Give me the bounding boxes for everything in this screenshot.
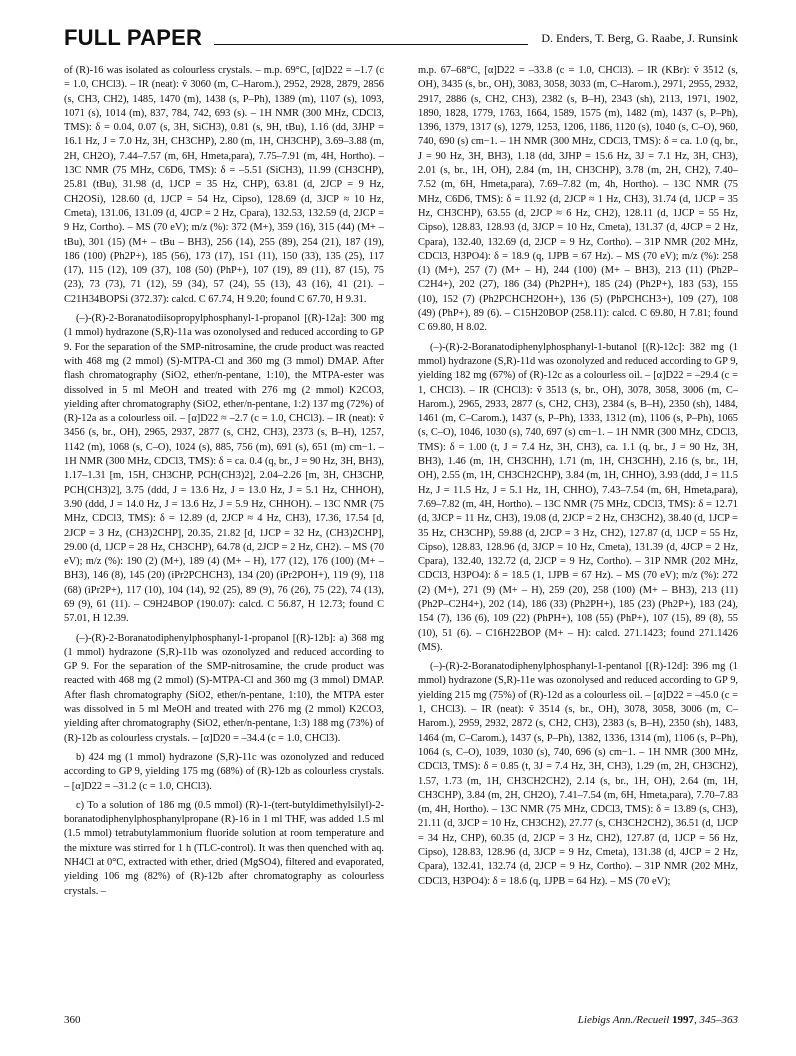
paragraph-12b-b: b) 424 mg (1 mmol) hydrazone (S,R)-11c was ozonolyzed and reduced according to GP 9, yielding 175 mg (68%) of (R)-12b as colourless crystals. – [α]D22 = –31.2 (c = 1.0, CHCl3). bbox=[64, 751, 384, 792]
section-title: FULL PAPER bbox=[64, 25, 203, 50]
paragraph-12d: (–)-(R)-2-Boranatodiphenylphosphanyl-1-pentanol [(R)-12d]: 396 mg (1 mmol) hydrazone (S,R)-11e was ozonolysed and reduced according to GP 9, yielding 215 mg (75%) of (R)-12d as a colourless oil. – [α]D22 = –45.0 (c = 1, CHCl3). – IR (neat): ṽ 3514 (s, br., OH), 3078, 3058, 3006 (m, C–Harom.), 2959, 2932, 2872 (s, CH2, CH3), 2383 (s, B–H), 2350 (sh), 1483, 1464 (m, C–Carom.), 1437 (s, P–Ph), 1382, 1336, 1314 (m), 1106 (s, P–Ph), 1064 (s, C–O), 1039, 1030 (s), 740, 696 (s) cm−1. – 1H NMR (300 MHz, CDCl3, TMS): δ = 0.85 (t, 3J = 7.4 Hz, 3H, CH3), 1.29 (m, 2H, CH3CH2), 1.57, 1.73 (m, 1H, CH3CH2CH2), 2.14 (s, br., 1H, OH), 2.64 (m, 1H, CH3CHP), 3.84 (m, 2H, CH2O), 7.41–7.54 (m, 6H, Hmeta,para), 7.70–7.83 (m, 4H, Hortho). – 13C NMR (75 MHz, CDCl3, TMS): δ = 13.89 (s, CH3), 21.11 (d, 3JCP = 10 Hz, CH3CH2), 27.77 (s, CH3CH2CH2), 36.51 (d, 1JCP = 34 Hz, CHP), 60.35 (d, 2JCP = 3 Hz, CH2), 127.87 (d, 1JCP = 56 Hz, Cipso), 128.83, 128.96 (d, 3JCP = 9 Hz, Cmeta), 131.38 (d, 4JCP = 2 Hz, Cpara), 132.41, 132.74 (d, 2JCP = 9 Hz, Cortho). – 31P NMR (202 MHz, CDCl3, H3PO4): δ = 18.6 (q, 1JPB = 64 Hz). – MS (70 eV); bbox=[418, 661, 738, 887]
paragraph-12b-data: m.p. 67–68°C, [α]D22 = –33.8 (c = 1.0, CHCl3). – IR (KBr): ṽ 3512 (s, OH), 3435 (s, br., OH), 3083, 3058, 3033 (m, C–Harom.), 2971, 2955, 2932, 2917, 2886 (s, CH2, CH3), 2382 (s, B–H), 2343 (sh), 2113, 1971, 1902, 1890, 1828, 1779, 1763, 1664, 1589, 1575 (m), 1482 (m), 1437 (s, P–Ph), 1396, 1379, 1317 (s), 1279, 1253, 1206, 1186, 1120 (s), 1040 (s, C–O), 960, 740, 690 (s) cm−1. – 1H NMR (300 MHz, CDCl3, TMS): δ = ca. 1.0 (q, br., J = 90 Hz, 3H, BH3), 1.18 (dd, 3JHP = 15.6 Hz, 3J = 7.1 Hz, 3H, CH3), 2.01 (s, br., 1H, OH), 2.84 (m, 1H, CH3CHP), 3.78 (m, 2H, CH2), 7.40–7.52 (m, 6H, Hmeta,para), 7.69–7.82 (m, 4h, Hortho). – 13C NMR (75 MHz, C6D6, TMS): δ = 11.92 (d, 2JCP ≈ 1 Hz, CH3), 31.74 (d, 1JCP = 35 Hz, CH3CHP), 63.55 (d, 2JCP ≈ 6 Hz, CH2), 128.11 (d, 1JCP = 55 Hz, Cipso), 128.83, 128.93 (d, 3JCP = 10 Hz, Cmeta), 131.37 (d, 4JCP = 2 Hz, Cpara), 132.40, 132.69 (d, 2JCP = 9 Hz, Cortho). – 31P NMR (202 MHz, CDCl3, H3PO4): δ = 18.9 (q, 1JPB = 67 Hz). – MS (70 eV); m/z (%): 258 (1) (M+), 257 (7) (M+ – H), 244 (100) (M+ – BH3), 213 (11) (Ph2P–C2H4+), 202 (27), 186 (34) (Ph2PH+), 185 (24) (Ph2P+), 183 (53), 155 (10), 152 (7) (Ph2PCHCH2OH+), 136 (5) (PhPCHCH3+), 109 (27), 108 (49) (PhP+), 89 (6). – C15H20BOP (258.11): calcd. C 69.80, H 7.81; found C 69.80, H 8.02. bbox=[418, 65, 738, 334]
journal-year: 1997 bbox=[672, 1014, 694, 1026]
page-number: 360 bbox=[64, 1014, 81, 1026]
paragraph-12b-a: (–)-(R)-2-Boranatodiphenylphosphanyl-1-propanol [(R)-12b]: a) 368 mg (1 mmol) hydrazone (S,R)-11b was ozonolyzed and reduced according to GP 9. For the separation of the SMP-nitrosamine, the crude product was reacted with 468 mg (2 mmol) (S)-MTPA-Cl and 360 mg (3 mmol) DMAP. After flash chromatography (SiO2, ether/n-pentane, 1:10), the MTPA ester was dissolved in 5 ml MeOH and treated with 276 mg (2 mmol) K2CO3, yielding after chromatography (SiO2, ether/n-pentane, 1:3) 188 mg (73%) of (R)-12b as colourless crystals. – [α]D20 = –34.4 (c = 1.0, CHCl3). bbox=[64, 632, 384, 744]
right-column bbox=[418, 64, 738, 894]
journal-name: Liebigs Ann./Recueil bbox=[577, 1014, 670, 1026]
running-authors: D. Enders, T. Berg, G. Raabe, J. Runsink bbox=[541, 31, 738, 45]
left-column bbox=[64, 64, 384, 904]
paragraph-12b-c: c) To a solution of 186 mg (0.5 mmol) (R)-1-(tert-butyldimethylsilyl)-2-boranatodiphenylphosphanylpropane (R)-16 in 1 ml THF, was added 1.5 ml (1.5 mmol) tetrabutylammonium fluoride solution at room temperature and the mixture was stirred for 1 h (TLC-control). It was then quenched with aq. NH4Cl at 0°C, extracted with ether, dried (MgSO4), filtered and evaporated, yielding 106 mg (82%) of (R)-12b after chromatography as colourless crystals. – bbox=[64, 799, 384, 897]
paragraph-12a: (–)-(R)-2-Boranatodiisopropylphosphanyl-1-propanol [(R)-12a]: 300 mg (1 mmol) hydrazone (S,R)-11a was ozonolysed and reduced according to GP 9. For the separation of the SMP-nitrosamine, the crude product was reacted with 468 mg (2 mmol) (S)-MTPA-Cl and 360 mg (3 mmol) DMAP. After flash chromatography (SiO2, ether/n-pentane, 1:10), the MTPA-ester was dissolved in 5 ml MeOH and treated with 276 mg (2 mmol) K2CO3, yielding after chromatography (SiO2, ether/n-pentane, 1:2) 137 mg (72%) of (R)-12a as a colourless oil. – [α]D22 ≈ –2.7 (c = 1.0, CHCl3). – IR (neat): ṽ 3456 (s, br., OH), 2965, 2937, 2877 (s, CH2, CH3), 2373 (s, B–H), 1257, 1142 (m), 1068 (s, C–O), 1024 (s), 885, 756 (m), 691 (s), 651 (m) cm−1. – 1H NMR (300 MHz, CDCl3, TMS): δ = ca. 0.4 (q, br., J = 90 Hz, 3H, BH3), 1.17–1.31 [m, 15H, CH3CHP, PCH(CH3)2], 2.04–2.26 [m, 3H, CH3CHP, PCH(CH3)2], 3.75 (ddd, J = 13.6 Hz, J = 13.0 Hz, J = 5.1 Hz, CHHOH), 3.90 (ddd, J = 14.0 Hz, J = 13.6 Hz, J = 5.9 Hz, CHHOH). – 13C NMR (75 MHz, CDCl3, TMS): δ = 12.89 (d, 2JCP ≈ 4 Hz, CH3), 17.36, 17.54 [d, 2JCP = 3 Hz, (CH3)2CHP], 20.35, 21.82 [d, 1JCP = 32 Hz, (CH3)2CHP], 29.00 (d, 1JCP = 28 Hz, CH3CHP), 64.78 (d, 2JCP = 2 Hz, CH2). – MS (70 eV); m/z (%): 190 (2) (M+), 189 (4) (M+ – H), 177 (12), 176 (100) (M+ – BH3), 146 (8), 145 (20) (iPr2PCHCH3), 134 (20) (iPr2POH+), 119 (9), 118 (68) (iPr2P+), 117 (10), 104 (14), 92 (25), 89 (9), 76 (26), 75 (22), 74 (13), 69 (9), 61 (11). – C9H24BOP (190.07): calcd. C 56.87, H 12.73; found C 57.01, H 12.39. bbox=[64, 313, 384, 625]
header-rule bbox=[214, 44, 528, 45]
paragraph-12c: (–)-(R)-2-Boranatodiphenylphosphanyl-1-butanol [(R)-12c]: 382 mg (1 mmol) hydrazone (S,R)-11d was ozonolyzed and reduced according to GP 9, yielding 182 mg (67%) of (R)-12c as a colourless oil. – [α]D22 = –29.4 (c = 1, CHCl3). – IR (CHCl3): ṽ 3513 (s, br., OH), 3078, 3058, 3006 (m, C–Harom.), 2965, 2933, 2877 (s, CH2, CH3), 2384 (s, B–H), 2350 (sh), 1484, 1461 (m, C–Carom.), 1437 (s, P–Ph), 1333, 1312 (m), 1106 (s, P–Ph), 1065 (s, C–O), 1046, 1030 (s), 740, 697 (s) cm−1. – 1H NMR (300 MHz, CDCl3, TMS): δ = 1.00 (t, J = 7.4 Hz, 3H, CH3), ca. 1.1 (q, br., J = 90 Hz, 3H, BH3), 1.46 (m, 1H, CH3CHH), 1.71 (m, 1H, CH3CHH), 2.16 (s, br., 1H, OH), 2.55 (m, 1H, CH3CH2CHP), 3.84 (m, 1H, CHHO), 3.93 (ddd, J = 11.5 Hz, J = 11.5 Hz, J = 5.1 Hz, 1H, CHHO), 7.43–7.54 (m, 6H, Hmeta,para), 7.69–7.82 (m, 4H, Hortho). – 13C NMR (75 MHz, CDCl3, TMS): δ = 12.71 (d, 3JCP = 11 Hz, CH3), 19.08 (d, 2JCP = 2 Hz, CH3CH2), 38.40 (d, 1JCP = 35 Hz, CH3CHP), 59.88 (d, 2JCP = 3 Hz, CH2), 127.87 (d, 1JCP = 55 Hz, Cipso), 128.83, 128.96 (d, 3JCP = 10 Hz, Cmeta), 131.39 (d, 4JCP = 2 Hz, Cpara), 132.40, 132.72 (d, 2JCP = 9 Hz, Cortho). – 31P NMR (202 MHz, CDCl3, H3PO4): δ = 18.5 (1, 1JPB = 67 Hz). – MS (70 eV); m/z (%): 272 (2) (M+), 271 (9) (M+ – H), 259 (20), 258 (100) (M+ – BH3), 213 (11) (Ph2P–C2H4+), 202 (14), 186 (33) (Ph2PH+), 185 (23) (Ph2P+), 183 (24), 154 (7), 136 (6), 109 (22) (PhPH+), 108 (55) (PhP+), 107 (15), 89 (8), 55 (10), 51 (6). – C16H22BOP (M+ – H): calcd. 271.1423; found 271.1426 (MS). bbox=[418, 341, 738, 653]
page-footer bbox=[64, 1014, 738, 1030]
paragraph-r16-data: of (R)-16 was isolated as colourless crystals. – m.p. 69°C, [α]D22 = –1.7 (c = 1.0, CHCl3). – IR (neat): ṽ 3060 (m, C–Harom.), 2952, 2928, 2879, 2856 (s, CH3, CH2), 1485, 1470 (m), 1438 (s, P–Ph), 1389 (m), 1107 (s), 1093, 1071 (s), 1014 (m), 837, 784, 742, 693 (s). – 1H NMR (300 MHz, CDCl3, TMS): δ = 0.04, 0.07 (s, 3H, SiCH3), 0.81 (s, 9H, tBu), 1.16 (dd, 3JHP = 16.1 Hz, J = 7.0 Hz, 3H, CH3CHP), 2.80 (m, 1H, CH3CHP), 3.69–3.88 (m, 2H, CH2O), 7.44–7.57 (m, 6H, Hmeta,para), 7.75–7.91 (m, 4H, Hortho). – 13C NMR (75 MHz, C6D6, TMS): δ = –5.51 (SiCH3), 11.99 (CH3CHP), 25.81 (tBu), 31.98 (d, 1JCP = 35 Hz, CHP), 63.81 (d, 2JCP = 9 Hz, CH2OSi), 128.60 (d, 1JCP = 54 Hz, Cipso), 128.69 (d, 3JCP ≈ 10 Hz, Cmeta), 131.06, 131.09 (d, 4JCP = 2 Hz, Cpara), 132.53, 132.59 (d, 2JCP = 9 Hz, Cortho). – MS (70 eV); m/z (%): 372 (M+), 359 (16), 315 (44) (M+ – tBu), 301 (15) (M+ – tBu – BH3), 256 (14), 255 (89), 254 (21), 187 (19), 186 (100) (Ph2P+), 185 (56), 173 (17), 151 (11), 150 (33), 135 (25), 117 (17), 115 (12), 109 (37), 108 (50) (PhP+), 107 (19), 89 (11), 87 (15), 75 (23), 73 (73), 71 (12), 59 (34), 57 (24), 55 (13), 43 (16), 41 (21). – C21H34BOPSi (372.37): calcd. C 67.74, H 9.20; found C 67.70, H 9.31. bbox=[64, 65, 384, 305]
page-header bbox=[64, 25, 738, 55]
journal-pages: , 345–363 bbox=[694, 1014, 738, 1026]
journal-citation bbox=[578, 1014, 738, 1026]
